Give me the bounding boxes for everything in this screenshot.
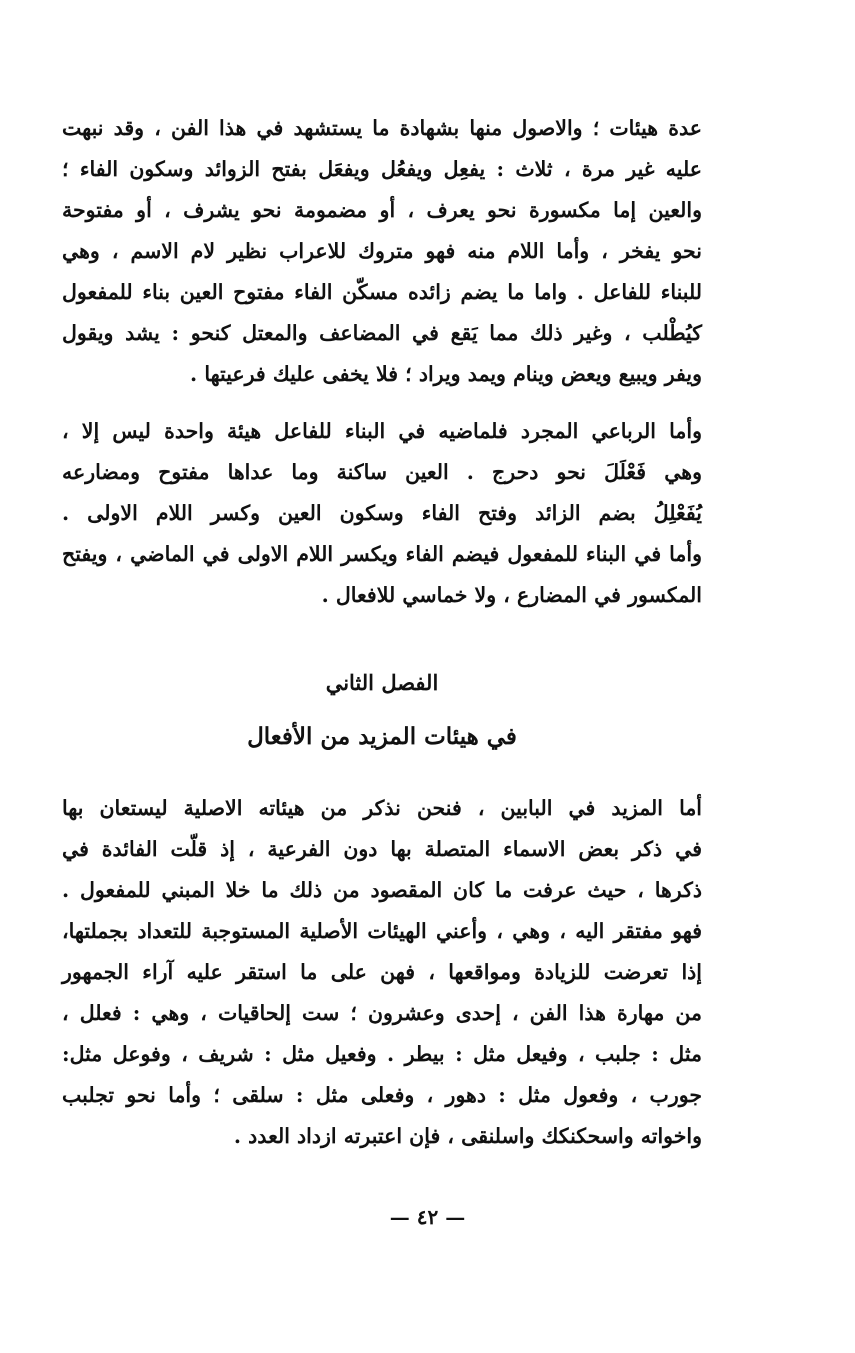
text-line: المكسور في المضارع ، ولا خماسي للافعال . [321,583,702,607]
text-line: إذا تعرضت للزيادة ومواقعها ، فهن على ما استقر عليه آراء الجمهور [62,960,702,984]
text-line: وأما الرباعي المجرد فلماضيه في البناء للفاعل هيئة واحدة ليس إلا ، [62,419,702,443]
page-content [62,108,702,1157]
text-line: عليه غير مرة ، ثلاث : يفعِل ويفعُل ويفعَل بفتح الزوائد وسكون الفاء ؛ [62,157,702,181]
text-line: جورب ، وفعول مثل : دهور ، وفعلى مثل : سلقى ؛ وأما نحو تجلبب [62,1083,702,1107]
paragraph-1 [62,108,702,395]
paragraph-2 [62,411,702,616]
paragraph-3 [62,788,702,1157]
text-line: وهي فَعْلَلَ نحو دحرج . العين ساكنة وما عداها مفتوح ومضارعه [62,460,702,484]
page-number: — ٤٢ — [389,1205,466,1229]
text-line: نحو يفخر ، وأما اللام منه فهو متروك للاعراب نظير لام الاسم ، وهي [62,239,702,263]
text-line: مثل : جلبب ، وفيعل مثل : بيطر . وفعيل مثل : شريف ، وفوعل مثل: [62,1042,702,1066]
text-line: والعين إما مكسورة نحو يعرف ، أو مضمومة نحو يشرف ، أو مفتوحة [62,198,702,222]
text-line: من مهارة هذا الفن ، إحدى وعشرون ؛ ست إلحاقيات ، وهي : فعلل ، [62,1001,702,1025]
text-line: واخواته واسحكنكك واسلنقى ، فإن اعتبرته ازداد العدد . [233,1124,702,1148]
text-line: في ذكر بعض الاسماء المتصلة بها دون الفرعية ، إذ قلّت الفائدة في [62,837,702,861]
text-line: يُفَعْلِلُ بضم الزائد وفتح الفاء وسكون العين وكسر اللام الاولى . [62,501,702,525]
text-line: أما المزيد في البابين ، فنحن نذكر من هيئاته الاصلية ليستعان بها [62,796,702,820]
text-line: عدة هيئات ؛ والاصول منها بشهادة ما يستشهد في هذا الفن ، وقد نبهت [62,116,702,140]
text-line: فهو مفتقر اليه ، وهي ، وأعني الهيئات الأصلية المستوجبة للتعداد بجملتها، [62,919,702,943]
text-line: ذكرها ، حيث عرفت ما كان المقصود من ذلك ما خلا المبني للمفعول . [62,878,702,902]
text-line: ويفر ويبيع ويعض وينام ويمد ويراد ؛ فلا يخفى عليك فرعيتها . [190,362,702,386]
text-line: كيُطْلب ، وغير ذلك مما يَقع في المضاعف والمعتل كنحو : يشد ويقول [62,321,702,345]
section-subtitle: في هيئات المزيد من الأفعال [247,723,517,750]
section-title: الفصل الثاني [325,670,439,695]
text-line: للبناء للفاعل . واما ما يضم زائده مسكّن الفاء مفتوح العين بناء للمفعول [62,280,702,304]
text-line: وأما في البناء للمفعول فيضم الفاء ويكسر اللام الاولى في الماضي ، ويفتح [62,542,702,566]
